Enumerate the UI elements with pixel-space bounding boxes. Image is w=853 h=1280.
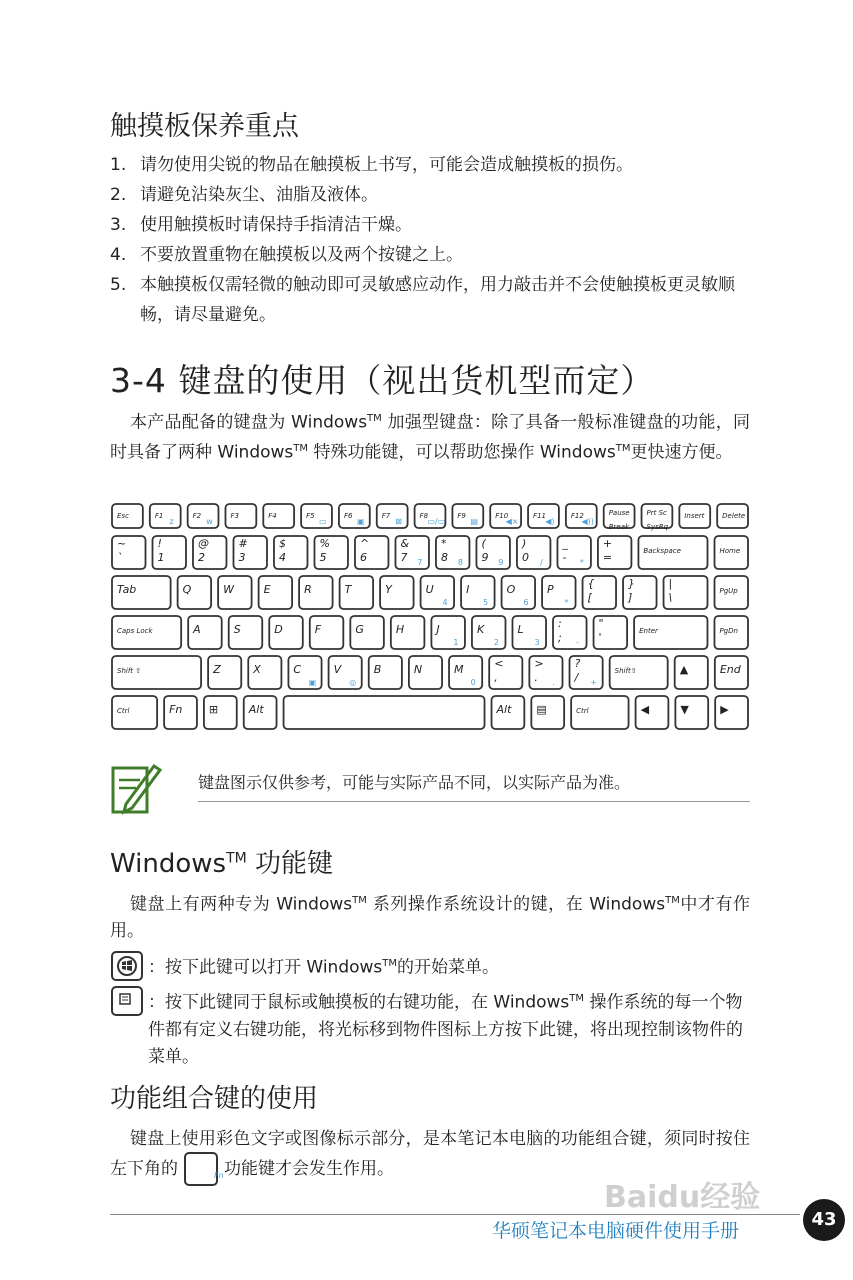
windows-keys-body: 键盘上有两种专为 Windows™ 系列操作系统设计的键，在 Windows™中才有作用。 xyxy=(110,894,750,941)
keyboard-key xyxy=(244,696,277,729)
key-fn-label: * xyxy=(564,598,569,607)
key-label: / xyxy=(574,671,579,684)
keyboard-key xyxy=(329,656,362,689)
key-label: F5 xyxy=(306,512,315,520)
key-fn-label: 8 xyxy=(457,558,463,567)
keyboard-key xyxy=(301,504,332,528)
key-label: B xyxy=(373,663,382,676)
key-fn-label: 3 xyxy=(534,638,540,647)
key-fn-label: - xyxy=(576,638,580,647)
key-fn-label: 0 xyxy=(470,678,476,687)
keyboard-key xyxy=(715,696,748,729)
key-label: ▶ xyxy=(720,703,729,716)
key-label: 4 xyxy=(278,551,286,564)
list-item: 4. 不要放置重物在触摸板以及两个按键之上。 xyxy=(110,245,463,265)
key-label: > xyxy=(534,657,544,670)
key-label: F6 xyxy=(343,512,353,520)
keyboard-key xyxy=(299,576,332,609)
key-label: Home xyxy=(719,547,741,555)
key-label: ⊞ xyxy=(208,703,219,716)
keyboard-key xyxy=(314,536,347,569)
note-pencil-icon xyxy=(110,760,162,818)
keyboard-key xyxy=(604,504,635,531)
list-item: 3. 使用触摸板时请保持手指清洁干燥。 xyxy=(110,215,412,235)
keyboard-key xyxy=(112,536,145,569)
key-label: L xyxy=(517,623,524,636)
key-label: ( xyxy=(481,537,486,550)
key-fn-label: ▣ xyxy=(308,678,317,687)
keyboard-key xyxy=(415,504,446,528)
keyboard-key xyxy=(208,656,241,689)
key-fn-label: 2 xyxy=(493,638,500,647)
key-label: 9 xyxy=(481,551,489,564)
key-label: F8 xyxy=(419,512,429,520)
keyboard-key xyxy=(636,696,669,729)
keyboard-key xyxy=(391,616,425,649)
keyboard-key xyxy=(717,504,748,528)
menu-key-description: ：按下此键同于鼠标或触摸板的右键功能，在 Windows™ 操作系统的每一个物件都有定义右键功能，将光标移到物件图标上方按下此键，将出现控制该物件的菜单。 xyxy=(110,985,750,1071)
key-label: < xyxy=(494,657,504,670)
keyboard-key xyxy=(377,504,408,528)
keyboard-key xyxy=(490,504,521,528)
key-label: } xyxy=(628,577,636,590)
key-label: T xyxy=(344,583,352,596)
key-label: # xyxy=(238,537,248,550)
key-label: F12 xyxy=(570,512,584,520)
key-label: { xyxy=(587,577,595,590)
key-label: A xyxy=(193,623,201,636)
keyboard-key xyxy=(623,576,656,609)
windows-key-description: ：按下此键可以打开 Windows™的开始菜单。 xyxy=(110,950,750,982)
keyboard-key xyxy=(472,616,506,649)
keyboard-key xyxy=(150,504,181,528)
key-label: ' xyxy=(598,631,602,644)
key-label: Shift⇧ xyxy=(614,667,637,675)
key-fn-label: ▣ xyxy=(356,517,365,526)
key-label: Alt xyxy=(496,703,512,716)
touchpad-care-list xyxy=(110,150,760,330)
keyboard-key xyxy=(339,504,370,528)
keyboard-key xyxy=(570,656,603,689)
key-label: Tab xyxy=(117,583,137,596)
key-label: ; xyxy=(558,631,562,644)
key-label: F10 xyxy=(495,512,509,520)
keyboard-key xyxy=(112,616,181,649)
key-label: Caps Lock xyxy=(117,627,153,635)
key-fn-label: 7 xyxy=(417,558,423,567)
key-label: W xyxy=(223,583,234,596)
key-label: F1 xyxy=(154,512,164,520)
keyboard-key xyxy=(492,696,525,729)
key-label: Insert xyxy=(684,512,705,520)
key-fn-label: ◀) xyxy=(545,517,555,526)
keyboard-key xyxy=(350,616,384,649)
keyboard-key xyxy=(355,536,388,569)
windows-key-icon xyxy=(110,950,144,982)
keyboard-key xyxy=(152,536,185,569)
list-item: 5. 本触摸板仅需轻微的触动即可灵敏感应动作，用力敲击并不会使触摸板更灵敏顺畅，请尽量避免。 xyxy=(110,275,735,325)
keyboard-key xyxy=(512,616,546,649)
keyboard-key xyxy=(112,576,171,609)
key-label: Alt xyxy=(248,703,264,716)
keyboard-key xyxy=(259,576,292,609)
key-label: ~ xyxy=(117,537,127,550)
key-label: M xyxy=(454,663,464,676)
keyboard-key xyxy=(225,504,256,528)
keyboard-key xyxy=(642,504,673,531)
key-label: % xyxy=(319,537,330,550)
keyboard-key xyxy=(288,656,321,689)
key-label: 0 xyxy=(521,551,529,564)
key-label: Delete xyxy=(722,512,746,520)
keyboard-key xyxy=(476,536,509,569)
key-label: 2 xyxy=(197,551,205,564)
keyboard-key xyxy=(531,696,564,729)
key-label: X xyxy=(253,663,261,676)
key-fn-label: * xyxy=(579,558,584,567)
watermark: Baidu经验 xyxy=(604,1180,761,1215)
key-fn-label: ▤ xyxy=(470,517,479,526)
key-fn-label: ▭ xyxy=(319,517,327,526)
keyboard-key xyxy=(369,656,402,689)
keyboard-key xyxy=(566,504,597,528)
key-fn-label: 9 xyxy=(498,558,504,567)
key-label: 8 xyxy=(440,551,448,564)
key-fn-label: ⊠ xyxy=(395,517,402,526)
keyboard-key xyxy=(557,536,590,569)
keyboard-key xyxy=(594,616,628,649)
keyboard-key xyxy=(233,536,266,569)
key-label: Break xyxy=(608,523,630,531)
key-label: U xyxy=(425,583,434,596)
key-fn-label: / xyxy=(540,558,543,567)
key-label: Prt Sc xyxy=(646,509,667,517)
key-label: 6 xyxy=(359,551,367,564)
keyboard-key xyxy=(248,656,281,689)
section-title-keyboard: 3-4 键盘的使用（视出货机型而定） xyxy=(110,361,655,400)
keyboard-key xyxy=(310,616,344,649)
key-label: End xyxy=(719,663,741,676)
key-label: 5 xyxy=(319,551,327,564)
keyboard-key xyxy=(675,696,708,729)
keyboard-key xyxy=(340,576,373,609)
key-label: Ctrl xyxy=(117,707,130,715)
keyboard-key xyxy=(449,656,482,689)
keyboard-key xyxy=(675,656,708,689)
key-label: , xyxy=(494,671,498,684)
keyboard-key xyxy=(395,536,428,569)
key-label: * xyxy=(440,537,447,550)
keyboard-key xyxy=(715,656,748,689)
key-label: E xyxy=(263,583,271,596)
key-label: : xyxy=(558,617,562,630)
footer-title: 华硕笔记本电脑硬件使用手册 xyxy=(492,1220,740,1242)
keyboard-key xyxy=(112,696,157,729)
keyboard-key xyxy=(436,536,469,569)
keyboard-key xyxy=(269,616,303,649)
key-label: Esc xyxy=(117,512,129,520)
key-label: @ xyxy=(197,537,209,550)
section-title-touchpad-care: 触摸板保养重点 xyxy=(110,111,299,142)
key-label: I xyxy=(466,583,470,596)
key-label: Y xyxy=(385,583,392,596)
fn-combo-body: 键盘上使用彩色文字或图像标示部分，是本笔记本电脑的功能组合键，须同时按住左下角的 Fn 功能键才会发生作用。 xyxy=(110,1126,750,1186)
key-label: " xyxy=(598,617,604,630)
keyboard-key xyxy=(638,536,707,569)
key-label: $ xyxy=(278,537,286,550)
key-fn-label: + xyxy=(590,678,598,687)
key-label: R xyxy=(304,583,312,596)
section-title-fn-combo: 功能组合键的使用 xyxy=(110,1084,319,1114)
key-fn-label: w xyxy=(206,517,213,526)
keyboard-key xyxy=(583,576,616,609)
keyboard-diagram xyxy=(110,500,750,732)
key-label: _ xyxy=(562,537,568,550)
keyboard-key xyxy=(542,576,575,609)
key-label: Backspace xyxy=(643,547,681,555)
key-label: D xyxy=(274,623,283,636)
key-label: Fn xyxy=(169,703,183,716)
key-label: ▲ xyxy=(679,663,689,676)
key-label: C xyxy=(293,663,302,676)
keyboard-key xyxy=(421,576,454,609)
key-fn-label: ◀)) xyxy=(581,517,594,526)
keyboard-key xyxy=(664,576,708,609)
keyboard-key xyxy=(204,696,237,729)
key-label: H xyxy=(395,623,405,636)
keyboard-key xyxy=(679,504,710,528)
menu-key-icon xyxy=(110,985,144,1017)
key-label: S xyxy=(233,623,241,636)
key-label: Shift ⇧ xyxy=(117,667,142,675)
keyboard-key xyxy=(715,576,748,609)
note-text: 键盘图示仅供参考，可能与实际产品不同，以实际产品为准。 xyxy=(198,770,750,802)
key-label: F3 xyxy=(230,512,239,520)
key-label: ! xyxy=(157,537,162,550)
key-label: = xyxy=(602,551,613,564)
keyboard-key xyxy=(263,504,294,528)
keyboard-key xyxy=(229,616,263,649)
keyboard-key xyxy=(452,504,483,528)
key-label: F2 xyxy=(192,512,202,520)
key-label: F9 xyxy=(457,512,466,520)
keyboard-key xyxy=(188,616,222,649)
keyboard-key xyxy=(714,616,748,649)
page-number: 43 xyxy=(803,1199,845,1241)
footer-divider xyxy=(110,1214,800,1215)
key-label: G xyxy=(355,623,364,636)
key-label: J xyxy=(436,623,440,636)
fn-key-icon: Fn xyxy=(184,1152,218,1186)
key-label: 1 xyxy=(157,551,165,564)
keyboard-key xyxy=(528,504,559,528)
keyboard-key xyxy=(517,536,550,569)
key-fn-label: z xyxy=(169,517,174,526)
keyboard-key xyxy=(112,656,201,689)
key-label: ^ xyxy=(359,537,370,550)
key-label: ] xyxy=(628,591,633,604)
key-label: Q xyxy=(182,583,192,596)
key-label: F11 xyxy=(533,512,546,520)
key-label: Ctrl xyxy=(576,707,589,715)
key-label: F7 xyxy=(381,512,391,520)
key-label: [ xyxy=(587,591,592,604)
key-label: F4 xyxy=(268,512,277,520)
keyboard-key xyxy=(284,696,485,729)
key-label: & xyxy=(400,537,410,550)
key-fn-label: . xyxy=(552,678,555,687)
key-fn-label: 4 xyxy=(442,598,448,607)
key-label: 3 xyxy=(238,551,246,564)
key-label: Z xyxy=(213,663,221,676)
key-label: ▼ xyxy=(680,703,689,716)
key-label: F xyxy=(314,623,322,636)
key-label: - xyxy=(562,551,567,564)
key-label: SysRq xyxy=(646,523,669,531)
key-label: ` xyxy=(117,551,123,564)
key-label: Enter xyxy=(639,627,658,635)
key-label: ) xyxy=(521,537,527,550)
keyboard-key xyxy=(715,536,748,569)
keyboard-key xyxy=(409,656,442,689)
keyboard-key xyxy=(164,696,197,729)
key-label: P xyxy=(547,583,554,596)
key-fn-label: ◎ xyxy=(349,678,357,687)
key-label: ▤ xyxy=(536,703,547,716)
key-label: . xyxy=(534,671,538,684)
key-fn-label: 6 xyxy=(523,598,529,607)
key-label: | xyxy=(668,577,673,590)
key-fn-label: 1 xyxy=(453,638,459,647)
key-label: PgDn xyxy=(719,627,738,635)
key-label: ◀ xyxy=(640,703,650,716)
keyboard-key xyxy=(529,656,562,689)
key-label: V xyxy=(333,663,342,676)
key-label: O xyxy=(506,583,516,596)
section-title-windows-keys: Windows™ 功能键 xyxy=(110,849,333,879)
keyboard-key xyxy=(193,536,226,569)
key-label: N xyxy=(413,663,423,676)
keyboard-intro: 本产品配备的键盘为 Windows™ 加强型键盘：除了具备一般标准键盘的功能，同时具备了两种 Windows™ 特殊功能键，可以帮助您操作 Windows™更快速方便。 xyxy=(110,412,750,463)
list-item: 1. 请勿使用尖锐的物品在触摸板上书写，可能会造成触摸板的损伤。 xyxy=(110,155,633,175)
keyboard-key xyxy=(489,656,522,689)
keyboard-key xyxy=(274,536,307,569)
keyboard-key xyxy=(188,504,219,528)
key-label: Pause xyxy=(608,509,630,517)
keyboard-key xyxy=(178,576,211,609)
key-label: PgUp xyxy=(719,587,738,595)
keyboard-key xyxy=(112,504,143,528)
keyboard-key xyxy=(380,576,413,609)
key-label: ? xyxy=(574,657,581,670)
key-fn-label: 5 xyxy=(483,598,489,607)
keyboard-key xyxy=(553,616,587,649)
key-label: \ xyxy=(668,591,673,604)
key-fn-label: ◀× xyxy=(505,517,519,526)
keyboard-key xyxy=(461,576,494,609)
keyboard-key xyxy=(218,576,251,609)
key-label: + xyxy=(602,537,613,550)
keyboard-key xyxy=(610,656,668,689)
keyboard-key xyxy=(598,536,631,569)
keyboard-key xyxy=(502,576,535,609)
key-label: 7 xyxy=(400,551,408,564)
keyboard-key xyxy=(634,616,707,649)
key-fn-label: ▭/▭ xyxy=(427,517,446,526)
list-item: 2. 请避免沾染灰尘、油脂及液体。 xyxy=(110,185,378,205)
keyboard-key xyxy=(431,616,465,649)
keyboard-key xyxy=(571,696,628,729)
key-label: K xyxy=(476,623,485,636)
